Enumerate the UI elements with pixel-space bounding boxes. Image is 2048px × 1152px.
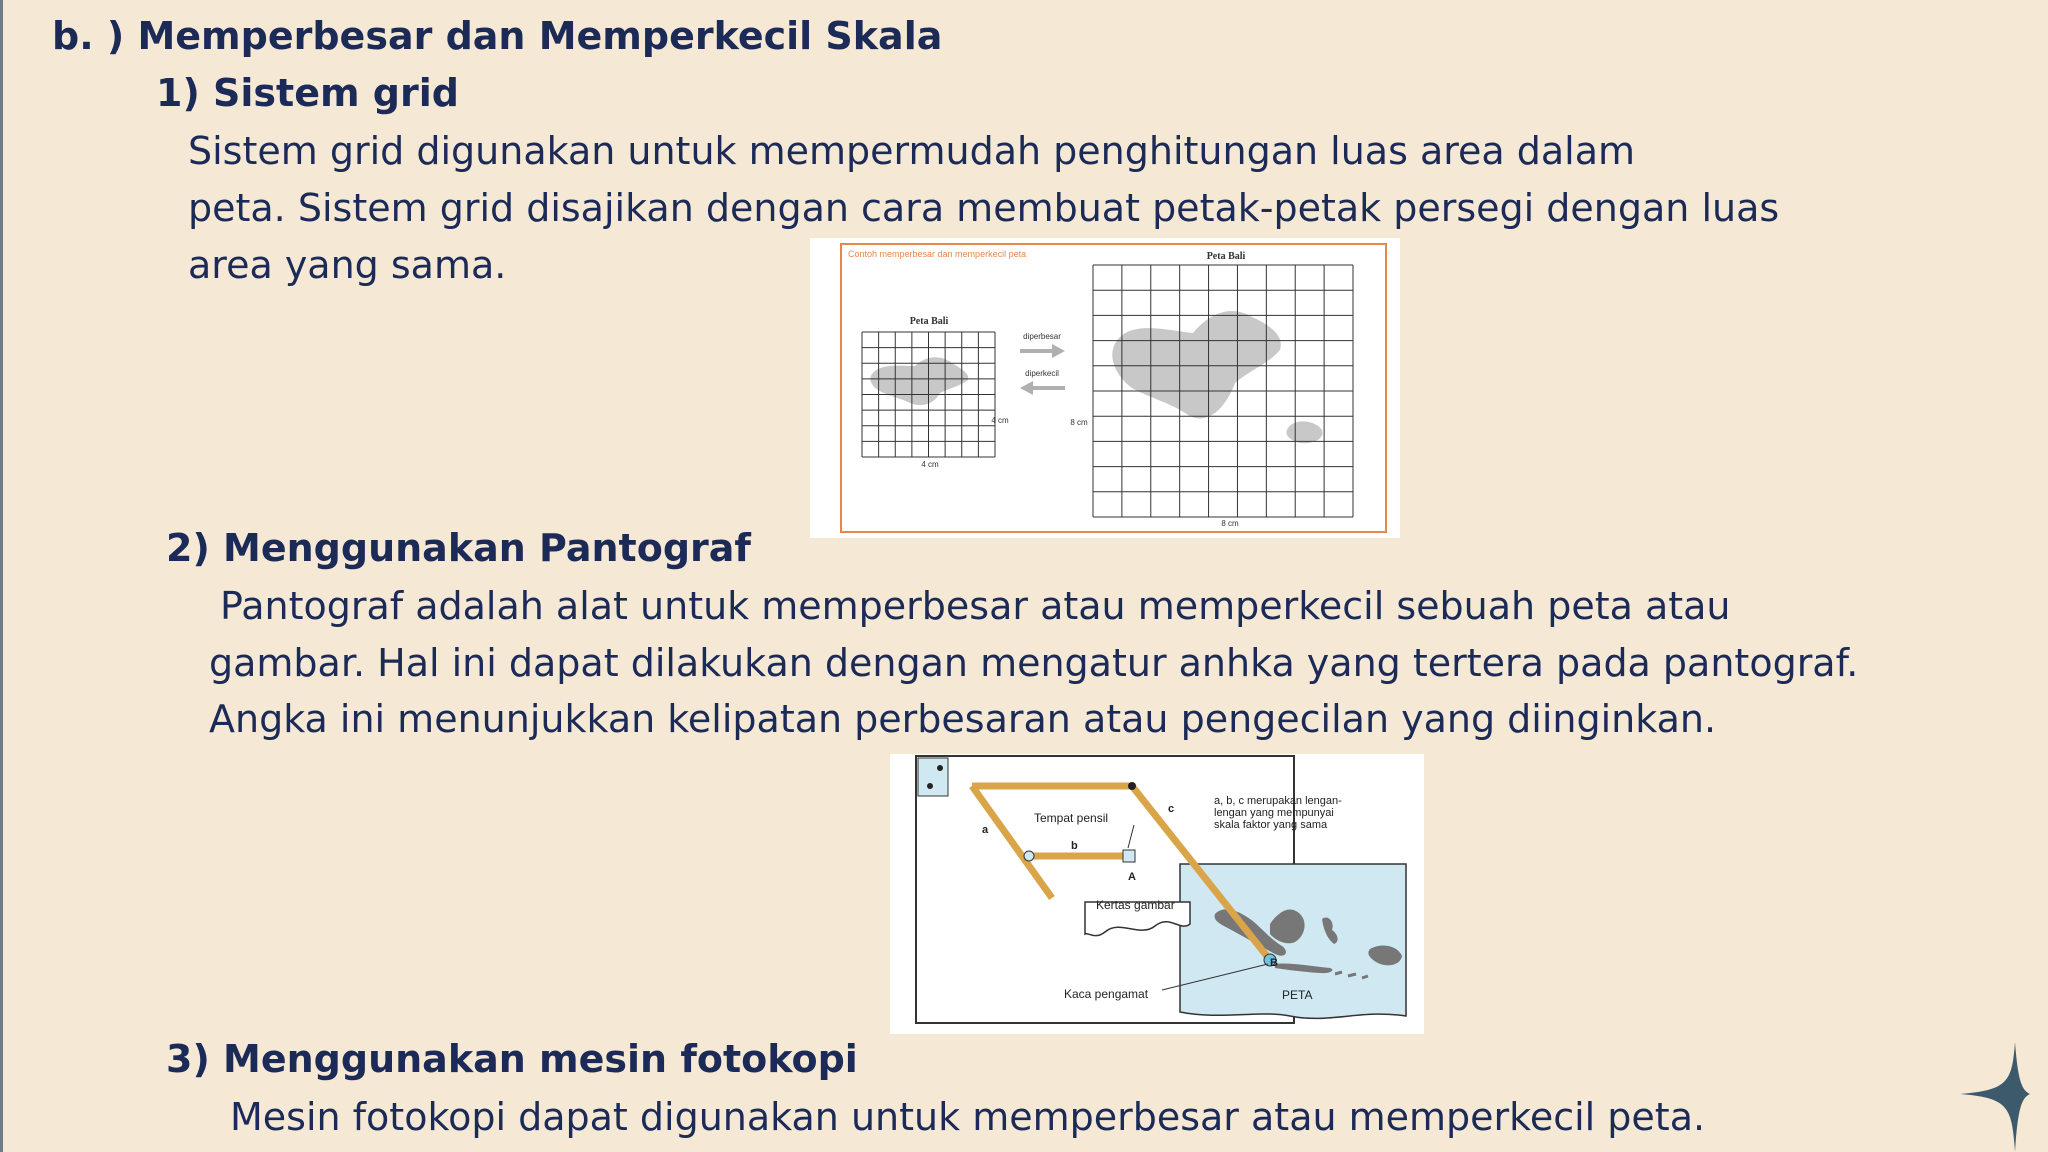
small-bali-shape [870,357,968,405]
map-label: PETA [1282,988,1313,1002]
section-1-line-2: peta. Sistem grid disajikan dengan cara membuat petak-petak persegi dengan luas [188,186,1780,230]
small-map-title: Peta Bali [909,316,949,327]
note-line-3: skala faktor yang sama [1214,819,1328,831]
paper-label: Kertas gambar [1096,898,1175,912]
label-B: B [1270,957,1278,969]
large-side-label: 8 cm [1070,418,1088,427]
joint-top [1128,782,1136,790]
label-c: c [1168,803,1175,815]
grid-system-illustration [810,238,1400,538]
enlarge-label: diperbesar [1023,332,1061,341]
pivot-block [918,758,948,796]
section-3-title: 3) Menggunakan mesin fotokopi [166,1037,858,1081]
grid-system-figure [810,238,1400,538]
section-2-line-2: gambar. Hal ini dapat dilakukan dengan mengatur anhka yang tertera pada pantograf. [209,641,1859,685]
pivot-screw [937,765,943,771]
large-bottom-label: 8 cm [1221,519,1239,528]
label-a: a [982,824,989,836]
pencil-holder [1123,850,1135,862]
note-line-2: lengan yang mempunyai [1214,807,1334,819]
pencil-label: Tempat pensil [1034,811,1109,825]
section-2-title: 2) Menggunakan Pantograf [166,526,751,570]
enlarge-arrow-icon [1020,344,1065,358]
note-line-1: a, b, c merupakan lengan- [1214,795,1342,807]
large-grid [1093,265,1353,517]
lens-label: Kaca pengamat [1064,987,1149,1001]
pivot-point [927,783,933,789]
left-edge-line [0,0,3,1152]
sparkle-star-icon [1960,1042,2030,1152]
reduce-label: diperkecil [1025,369,1059,378]
section-1-title: 1) Sistem grid [156,71,459,115]
small-bottom-label: 4 cm [921,460,939,469]
figure-caption: Contoh memperbesar dan memperkecil peta [848,249,1027,259]
section-3-line-1: Mesin fotokopi dapat digunakan untuk memperbesar atau memperkecil peta. [230,1095,1706,1139]
page-heading: b. ) Memperbesar dan Memperkecil Skala [52,14,943,58]
small-grid [862,332,995,457]
large-bali-shape [1112,311,1280,418]
section-1-line-1: Sistem grid digunakan untuk mempermudah penghitungan luas area dalam [188,129,1636,173]
label-A: A [1128,871,1136,883]
pantograph-illustration [890,754,1424,1034]
large-map-title: Peta Bali [1206,251,1246,262]
reduce-arrow-icon [1020,381,1065,395]
section-1-line-3: area yang sama. [188,243,507,287]
pantograph-figure [890,754,1424,1034]
small-side-label: 4 cm [991,416,1009,425]
nusa-penida-shape [1286,421,1322,443]
joint-b [1024,851,1034,861]
section-2-line-3: Angka ini menunjukkan kelipatan perbesaran atau pengecilan yang diinginkan. [209,697,1717,741]
section-2-line-1: Pantograf adalah alat untuk memperbesar atau memperkecil sebuah peta atau [220,584,1731,628]
label-b: b [1071,840,1078,852]
